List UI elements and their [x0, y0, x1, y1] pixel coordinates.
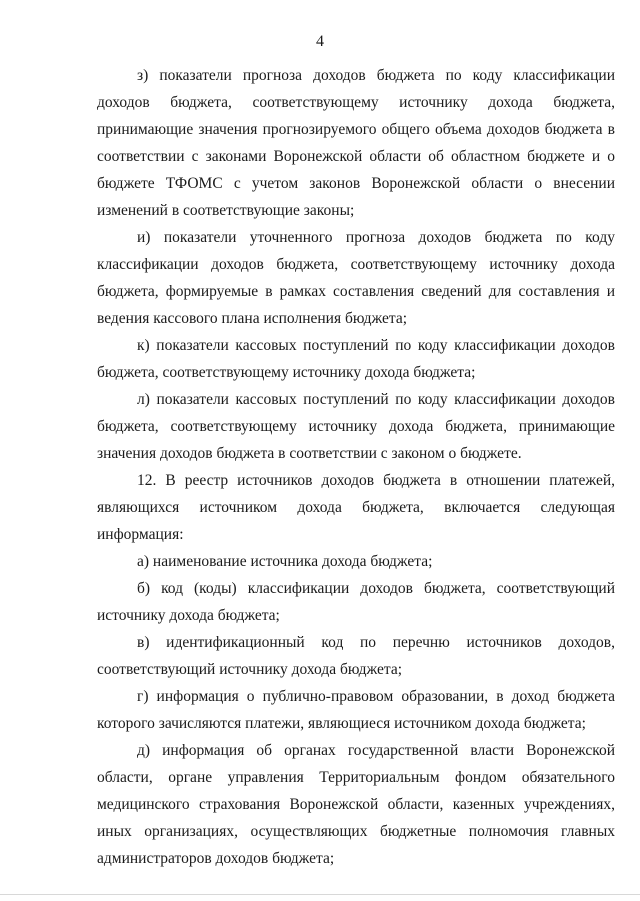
paragraph-b: б) код (коды) классификации доходов бюджета, соответствующий источнику дохода бюджета;: [97, 580, 615, 624]
bottom-divider: [0, 894, 640, 895]
paragraph-g: г) информация о публично-правовом образовании, в доход бюджета которого зачисляются платежи, являющиеся источником дохода бюджета;: [97, 688, 615, 732]
paragraph-d: д) информация об органах государственной власти Воронежской области, органе управления Территориальным фондом обязательного медицинского страхования Воронежской области, казенных учреждениях, иных организациях, осуществляющих бюджетные полномочия главных администраторов доходов бюджета;: [97, 742, 615, 867]
paragraph-v: в) идентификационный код по перечню источников доходов, соответствующий источнику дохода бюджета;: [97, 634, 615, 678]
page-number: 4: [316, 33, 324, 50]
paragraph-z: з) показатели прогноза доходов бюджета по коду классификации доходов бюджета, соответствующему источнику дохода бюджета, принимающие значения прогнозируемого общего объема доходов бюджета в соответствии с законами Воронежской области об областном бюджете и о бюджете ТФОМС с учетом законов Воронежской области о внесении изменений в соответствующие законы;: [97, 67, 615, 219]
paragraph-i: и) показатели уточненного прогноза доходов бюджета по коду классификации доходов бюджета, соответствующему источнику дохода бюджета, формируемые в рамках составления сведений для составления и ведения кассового плана исполнения бюджета;: [97, 229, 615, 327]
paragraph-12: 12. В реестр источников доходов бюджета в отношении платежей, являющихся источником дохода бюджета, включается следующая информация:: [97, 472, 615, 543]
document-body: [97, 62, 615, 872]
paragraph-l: л) показатели кассовых поступлений по коду классификации доходов бюджета, соответствующему источнику дохода бюджета, принимающие значения доходов бюджета в соответствии с законом о бюджете.: [97, 391, 615, 462]
paragraph-k: к) показатели кассовых поступлений по коду классификации доходов бюджета, соответствующему источнику дохода бюджета;: [97, 337, 615, 381]
paragraph-a: а) наименование источника дохода бюджета;: [137, 553, 433, 570]
